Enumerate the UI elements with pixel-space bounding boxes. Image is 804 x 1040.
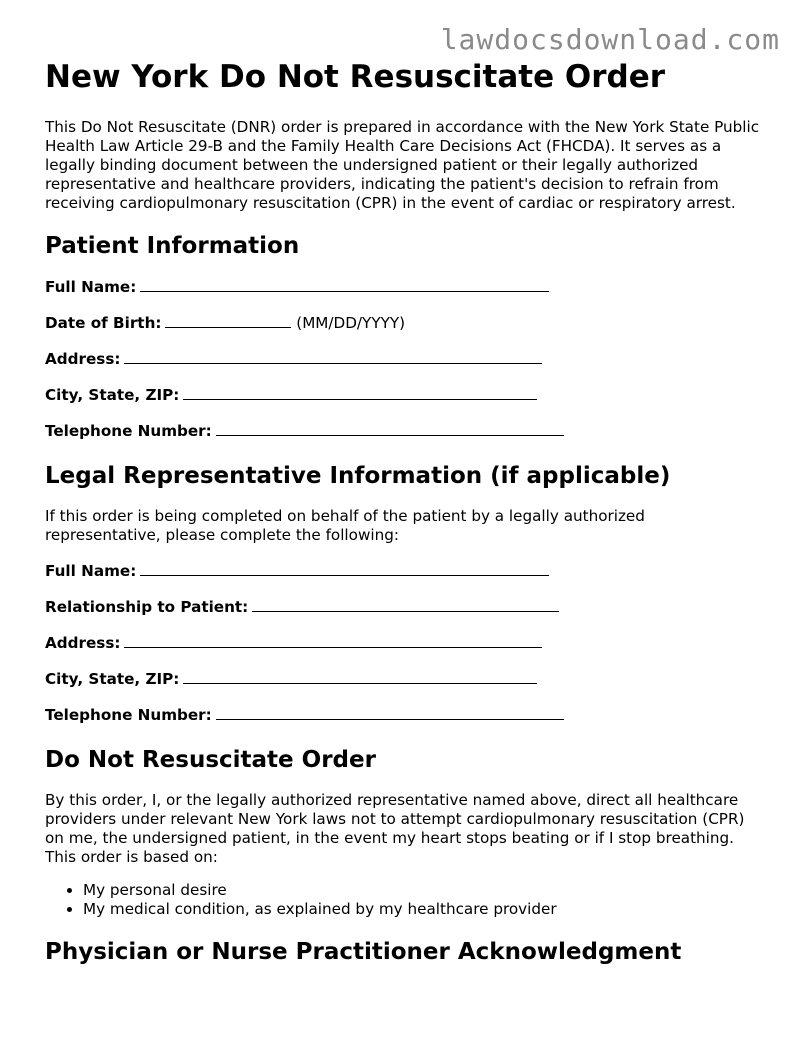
representative-fields (45, 561, 765, 725)
list-item: • My personal desire (83, 881, 765, 900)
rep-city-line[interactable] (183, 669, 537, 684)
patient-dob-label: Date of Birth: (45, 314, 162, 332)
document-page (45, 58, 765, 967)
patient-city-field[interactable] (45, 385, 765, 405)
list-item: • My medical condition, as explained by my healthcare provider (83, 900, 765, 919)
rep-relationship-field[interactable] (45, 597, 765, 617)
patient-city-label: City, State, ZIP: (45, 386, 180, 404)
dnr-section-heading: Do Not Resuscitate Order (45, 747, 376, 773)
patient-phone-field[interactable] (45, 421, 765, 441)
patient-city-line[interactable] (183, 385, 537, 400)
rep-phone-label: Telephone Number: (45, 706, 212, 724)
rep-city-field[interactable] (45, 669, 765, 689)
patient-phone-label: Telephone Number: (45, 422, 212, 440)
patient-dob-line[interactable] (165, 313, 291, 328)
rep-phone-line[interactable] (216, 705, 564, 720)
patient-fields (45, 277, 765, 441)
patient-full-name-field[interactable] (45, 277, 765, 297)
patient-address-field[interactable] (45, 349, 765, 369)
rep-address-field[interactable] (45, 633, 765, 653)
rep-relationship-line[interactable] (252, 597, 559, 612)
rep-phone-field[interactable] (45, 705, 765, 725)
intro-paragraph: This Do Not Resuscitate (DNR) order is prepared in accordance with the New York State Public Health Law Article 29-B and the Family Health Care Decisions Act (FHCDA). It serves as a legally binding document between the undersigned patient or their legally authorized representative and healthcare providers, indicating the patient's decision to refrain from receiving cardiopulmonary resuscitation (CPR) in the event of cardiac or respiratory arrest. (45, 118, 760, 212)
rep-address-line[interactable] (124, 633, 542, 648)
patient-full-name-label: Full Name: (45, 278, 137, 296)
dnr-bases-list (45, 881, 765, 919)
rep-relationship-label: Relationship to Patient: (45, 598, 249, 616)
patient-phone-line[interactable] (216, 421, 564, 436)
representative-intro: If this order is being completed on behalf of the patient by a legally authorized representative, please complete the following: (45, 507, 645, 544)
rep-full-name-label: Full Name: (45, 562, 137, 580)
rep-full-name-field[interactable] (45, 561, 765, 581)
patient-address-line[interactable] (124, 349, 542, 364)
rep-full-name-line[interactable] (140, 561, 549, 576)
dob-format-hint: (MM/DD/YYYY) (296, 314, 406, 332)
representative-section-heading: Legal Representative Information (if applicable) (45, 463, 671, 489)
rep-city-label: City, State, ZIP: (45, 670, 180, 688)
rep-address-label: Address: (45, 634, 121, 652)
watermark: lawdocsdownload.com (440, 23, 780, 56)
dnr-body: By this order, I, or the legally authorized representative named above, direct all healthcare providers under relevant New York laws not to attempt cardiopulmonary resuscitation (CPR) on me, the undersigned patient, in the event my heart stops beating or if I stop breathing. This order is based on: (45, 791, 745, 866)
physician-section-heading: Physician or Nurse Practitioner Acknowledgment (45, 939, 682, 965)
patient-dob-field[interactable] (45, 313, 765, 333)
patient-full-name-line[interactable] (140, 277, 549, 292)
patient-section-heading: Patient Information (45, 233, 300, 259)
patient-address-label: Address: (45, 350, 121, 368)
page-title: New York Do Not Resuscitate Order (45, 59, 666, 95)
